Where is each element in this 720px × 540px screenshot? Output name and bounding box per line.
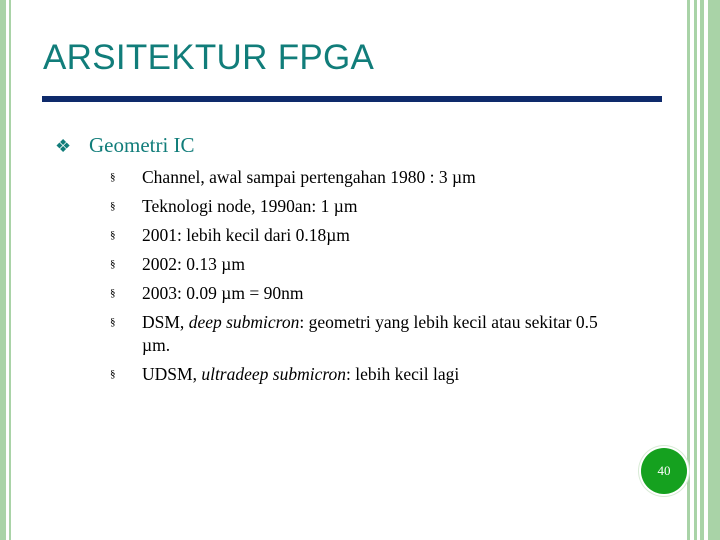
bullet-text: Teknologi node, 1990an: 1 xyxy=(142,196,334,216)
list-item xyxy=(110,282,630,305)
list-item xyxy=(110,253,630,276)
section-heading xyxy=(55,133,195,158)
left-border-stripe-thin xyxy=(9,0,11,540)
page-number-badge: 40 xyxy=(641,448,687,494)
bullet-text: 2002: 0.13 xyxy=(142,254,222,274)
bullet-unit: µm xyxy=(452,167,476,187)
bullet-text: DSM, xyxy=(142,312,189,332)
bullet-unit: µm xyxy=(326,225,350,245)
left-border-stripe xyxy=(0,0,6,540)
bullet-marker: § xyxy=(110,258,116,270)
bullet-marker: § xyxy=(110,171,116,183)
bullet-marker: § xyxy=(110,287,116,299)
list-item xyxy=(110,195,630,218)
diamond-bullet-icon: ❖ xyxy=(55,136,72,156)
section-heading-text: Geometri IC xyxy=(89,133,195,157)
bullet-list xyxy=(110,166,630,392)
bullet-marker: § xyxy=(110,229,116,241)
bullet-unit: µm = 90nm xyxy=(221,283,304,303)
title-underline xyxy=(42,96,662,102)
list-item xyxy=(110,166,630,189)
list-item xyxy=(110,311,630,357)
bullet-text-rest: : lebih kecil lagi xyxy=(346,364,460,384)
bullet-marker: § xyxy=(110,316,116,328)
bullet-unit: µm xyxy=(221,254,245,274)
right-border-stripe xyxy=(694,0,697,540)
list-item xyxy=(110,363,630,386)
bullet-unit: µm xyxy=(333,196,358,216)
bullet-text: 2003: 0.09 xyxy=(142,283,222,303)
slide-title: ARSITEKTUR FPGA xyxy=(43,38,375,77)
bullet-marker: § xyxy=(110,200,116,212)
bullet-italic-term: ultradeep submicron xyxy=(201,364,347,384)
list-item xyxy=(110,224,630,247)
bullet-italic-term: deep submicron xyxy=(188,312,300,332)
right-border-stripe xyxy=(687,0,690,540)
bullet-text: UDSM, xyxy=(142,364,202,384)
right-border-stripe xyxy=(708,0,720,540)
bullet-text: Channel, awal sampai pertengahan 1980 : 3 xyxy=(142,167,453,187)
right-border-stripe xyxy=(700,0,704,540)
bullet-marker: § xyxy=(110,368,116,380)
bullet-text: 2001: lebih kecil dari 0.18 xyxy=(142,225,327,245)
bullet-text-rest: : geometri yang lebih kecil atau sekitar 0.5 µm. xyxy=(142,312,598,355)
